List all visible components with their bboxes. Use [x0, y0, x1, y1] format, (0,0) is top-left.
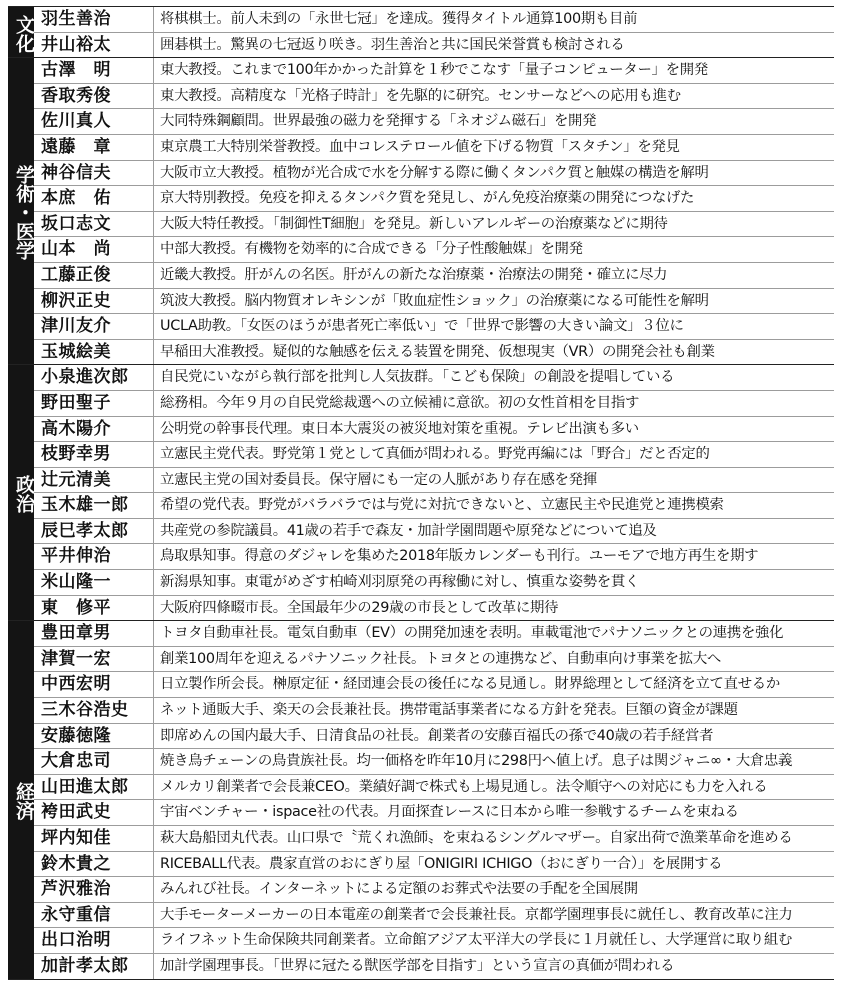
person-description: 即席めんの国内最大手、日清食品の社長。創業者の安藤百福氏の孫で40歳の若手経営者 — [160, 727, 714, 744]
person-description: 萩大島船団丸代表。山口県で〝荒くれ漁師〟を束ねるシングルマザー。自家出荷で漁業革命を進める — [160, 830, 793, 846]
person-name: 辻元清美 — [34, 468, 154, 493]
person-name: 遠藤 章 — [34, 135, 154, 160]
person-description: 中部大教授。有機物を効率的に合成できる「分子性酸触媒」を開発 — [160, 241, 583, 258]
person-description: 創業100周年を迎えるパナソニック社長。トヨタとの連携など、自動車向け事業を拡大へ — [160, 650, 722, 667]
category-label: 政治 — [8, 365, 34, 620]
person-description: 早稲田大准教授。疑似的な触感を伝える装置を開発、仮想現実（VR）の開発会社も創業 — [160, 343, 715, 360]
person-description: UCLA助教。「女医のほうが患者死亡率低い」で「世界で影響の大きい論文」３位に — [160, 318, 684, 335]
person-description: 希望の党代表。野党がバラバラでは与党に対抗できないと、立憲民主や民進党と連携模索 — [160, 497, 724, 514]
people-table — [8, 6, 834, 980]
person-row — [34, 544, 834, 570]
person-name: 坪内知佳 — [34, 826, 154, 851]
person-description: 東京農工大特別栄誉教授。血中コレステロール値を下げる物質「スタチン」を発見 — [160, 138, 680, 155]
person-description: 近畿大教授。肝がんの名医。肝がんの新たな治療薬・治療法の開発・確立に尽力 — [160, 266, 668, 283]
person-description: RICEBALL代表。農家直営のおにぎり屋「ONIGIRI ICHIGO（おにぎり一合）」を展開する — [160, 855, 723, 872]
person-name: 工藤正俊 — [34, 263, 154, 288]
person-row — [34, 621, 834, 647]
person-row — [34, 698, 834, 724]
person-description: 立憲民主党代表。野党第１党として真価が問われる。野党再編には「野合」だと否定的 — [160, 446, 710, 463]
person-row — [34, 468, 834, 494]
person-name: 羽生善治 — [34, 7, 154, 32]
person-row — [34, 135, 834, 161]
person-description: 加計学園理事長。「世界に冠たる獣医学部を目指す」という宣言の真価が問われる — [160, 957, 675, 974]
person-description: 大同特殊鋼顧問。世界最強の磁力を発揮する「ネオジム磁石」を開発 — [160, 113, 597, 130]
person-name: 東 修平 — [34, 596, 154, 621]
person-row — [34, 647, 834, 673]
person-row — [34, 237, 834, 263]
person-description: 囲碁棋士。驚異の七冠返り咲き。羽生善治と共に国民栄誉賞も検討される — [160, 36, 625, 53]
category-section — [8, 365, 834, 621]
person-description: 将棋棋士。前人未到の「永世七冠」を達成。獲得タイトル通算100期も目前 — [160, 11, 638, 27]
person-row — [34, 852, 834, 878]
person-name: 柳沢正史 — [34, 289, 154, 314]
person-row — [34, 84, 834, 110]
category-label: 学術・医学 — [8, 58, 34, 364]
person-name: 小泉進次郎 — [34, 365, 154, 390]
person-name: 山本 尚 — [34, 237, 154, 262]
person-name: 坂口志文 — [34, 212, 154, 237]
person-name: 井山裕太 — [34, 33, 154, 58]
person-description: 大阪府四條畷市長。全国最年少の29歳の市長として改革に期待 — [160, 599, 559, 616]
person-name: 香取秀俊 — [34, 84, 154, 109]
person-row — [34, 33, 834, 58]
person-name: 永守重信 — [34, 903, 154, 928]
person-name: 芦沢雅治 — [34, 877, 154, 902]
person-row — [34, 289, 834, 315]
person-description: 宇宙ベンチャー・ispace社の代表。月面探査レースに日本から唯一参戦するチームを束ねる — [160, 804, 739, 821]
person-row — [34, 493, 834, 519]
person-row — [34, 7, 834, 33]
person-row — [34, 877, 834, 903]
person-list — [34, 621, 834, 978]
person-name: 佐川真人 — [34, 109, 154, 134]
person-description: 総務相。今年９月の自民党総裁選への立候補に意欲。初の女性首相を目指す — [160, 394, 640, 411]
person-name: 安藤徳隆 — [34, 724, 154, 749]
person-row — [34, 391, 834, 417]
person-description: ネット通販大手、楽天の会長兼社長。携帯電話事業者になる方針を発表。巨額の資金が課題 — [160, 702, 738, 719]
person-name: 枝野幸男 — [34, 442, 154, 467]
person-row — [34, 58, 834, 84]
person-list — [34, 7, 834, 57]
person-description: メルカリ創業者で会長兼CEO。業績好調で株式も上場見通し。法令順守への対応にも力を入れる — [160, 778, 768, 795]
person-row — [34, 775, 834, 801]
person-description: トヨタ自動車社長。電気自動車（EV）の開発加速を表明。車載電池でパナソニックとの連携を強化 — [160, 625, 784, 642]
person-description: 大阪大特任教授。「制御性T細胞」を発見。新しいアレルギーの治療薬などに期待 — [160, 215, 668, 232]
person-row — [34, 442, 834, 468]
category-section — [8, 58, 834, 365]
person-list — [34, 365, 834, 620]
person-description: 共産党の参院議員。41歳の若手で森友・加計学園問題や原発などについて追及 — [160, 522, 657, 539]
person-name: 辰巳孝太郎 — [34, 519, 154, 544]
person-description: 大手モーターメーカーの日本電産の創業者で会長兼社長。京都学園理事長に就任し、教育改革に注力 — [160, 906, 793, 923]
person-description: 東大教授。これまで100年かかった計算を１秒でこなす「量子コンピューター」を開発 — [160, 62, 708, 79]
person-description: 大阪市立大教授。植物が光合成で水を分解する際に働くタンパク質と触媒の構造を解明 — [160, 164, 709, 181]
person-name: 平井伸治 — [34, 544, 154, 569]
person-description: 立憲民主党の国対委員長。保守層にも一定の人脈があり存在感を発揮 — [160, 471, 597, 488]
person-description: 京大特別教授。免疫を抑えるタンパク質を発見し、がん免疫治療薬の開発につなげた — [160, 190, 695, 207]
person-row — [34, 724, 834, 750]
person-name: 豊田章男 — [34, 621, 154, 646]
person-name: 大倉忠司 — [34, 749, 154, 774]
person-row — [34, 186, 834, 212]
person-name: 袴田武史 — [34, 800, 154, 825]
person-row — [34, 800, 834, 826]
person-description: 公明党の幹事長代理。東日本大震災の被災地対策を重視。テレビ出演も多い — [160, 420, 639, 437]
person-row — [34, 314, 834, 340]
category-section — [8, 7, 834, 58]
person-description: 自民党にいながら執行部を批判し人気抜群。「こども保険」の創設を提唱している — [160, 369, 675, 386]
person-name: 加計孝太郎 — [34, 954, 154, 979]
person-description: 鳥取県知事。得意のダジャレを集めた2018年版カレンダーも刊行。ユーモアで地方再生を期す — [160, 548, 759, 565]
person-row — [34, 365, 834, 391]
person-name: 津川友介 — [34, 314, 154, 339]
person-description: ライフネット生命保険共同創業者。立命館アジア太平洋大の学長に１月就任し、大学運営に取り組む — [160, 932, 793, 949]
person-row — [34, 672, 834, 698]
person-name: 本庶 佑 — [34, 186, 154, 211]
person-name: 米山隆一 — [34, 570, 154, 595]
person-row — [34, 340, 834, 365]
person-name: 津賀一宏 — [34, 647, 154, 672]
person-row — [34, 826, 834, 852]
person-row — [34, 749, 834, 775]
person-name: 山田進太郎 — [34, 775, 154, 800]
person-row — [34, 570, 834, 596]
person-name: 玉木雄一郎 — [34, 493, 154, 518]
person-description: 日立製作所会長。榊原定征・経団連会長の後任になる見通し。財界総理として経済を立て直せるか — [160, 676, 780, 693]
person-row — [34, 903, 834, 929]
person-name: 高木陽介 — [34, 417, 154, 442]
person-row — [34, 954, 834, 979]
person-description: 東大教授。高精度な「光格子時計」を先駆的に研究。センサーなどへの応用も進む — [160, 87, 681, 104]
category-section — [8, 621, 834, 979]
category-label: 文化 — [8, 7, 34, 57]
person-row — [34, 596, 834, 621]
person-description: 筑波大教授。脳内物質オレキシンが「敗血症性ショック」の治療薬になる可能性を解明 — [160, 292, 709, 309]
person-row — [34, 109, 834, 135]
person-row — [34, 519, 834, 545]
person-name: 神谷信夫 — [34, 161, 154, 186]
person-description: 新潟県知事。東電がめざす柏崎刈羽原発の再稼働に対し、慎重な姿勢を貫く — [160, 574, 640, 591]
person-row — [34, 212, 834, 238]
person-name: 中西宏明 — [34, 672, 154, 697]
person-name: 三木谷浩史 — [34, 698, 154, 723]
person-name: 野田聖子 — [34, 391, 154, 416]
person-name: 玉城絵美 — [34, 340, 154, 365]
person-name: 出口治明 — [34, 928, 154, 953]
person-name: 古澤 明 — [34, 58, 154, 83]
category-label: 経済 — [8, 621, 34, 978]
person-row — [34, 417, 834, 443]
person-description: みんれび社長。インターネットによる定額のお葬式や法要の手配を全国展開 — [160, 881, 638, 898]
person-row — [34, 263, 834, 289]
person-list — [34, 58, 834, 364]
person-description: 焼き鳥チェーンの鳥貴族社長。均一価格を昨年10月に298円へ値上げ。息子は関ジャニ∞・大倉忠義 — [160, 753, 793, 770]
person-row — [34, 928, 834, 954]
person-row — [34, 161, 834, 187]
person-name: 鈴木貴之 — [34, 852, 154, 877]
